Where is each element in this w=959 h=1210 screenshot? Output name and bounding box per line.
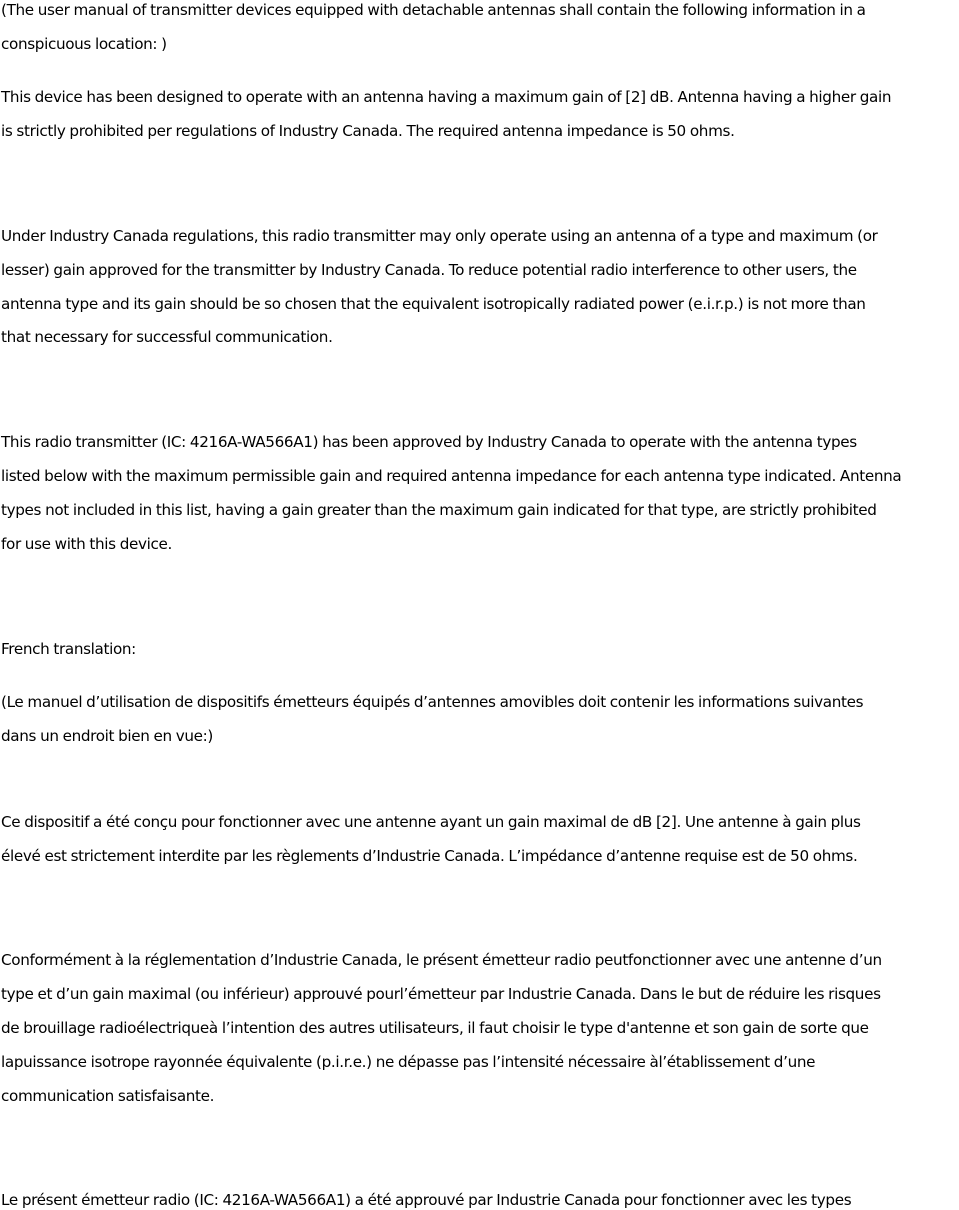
fr-regulations-line: lapuissance isotrope rayonnée équivalente (p.i.r.e.) ne dépasse pas l’intensité nécessaire àl’établissement d’une (1, 1053, 816, 1071)
fr-regulations-line: communication satisfaisante. (1, 1087, 215, 1105)
fr-intro-line: (Le manuel d’utilisation de dispositifs émetteurs équipés d’antennes amovibles doit contenir les informations suivantes (1, 693, 864, 711)
french-translation-heading: French translation: (1, 640, 136, 658)
fr-regulations-line: type et d’un gain maximal (ou inférieur) approuvé pourl’émetteur par Industrie Canada. Dans le but de réduire les risques (1, 985, 881, 1003)
en-gain-line: is strictly prohibited per regulations of Industry Canada. The required antenna impedance is 50 ohms. (1, 122, 735, 140)
en-regulations-line: lesser) gain approved for the transmitter by Industry Canada. To reduce potential radio interference to other users, the (1, 261, 857, 279)
en-approval-line: types not included in this list, having a gain greater than the maximum gain indicated for that type, are strictly prohibited (1, 501, 877, 519)
fr-regulations-line: de brouillage radioélectriqueà l’intention des autres utilisateurs, il faut choisir le type d'antenne et son gain de sorte que (1, 1019, 869, 1037)
fr-approval-line: Le présent émetteur radio (IC: 4216A-WA566A1) a été approuvé par Industrie Canada pour fonctionner avec les types (1, 1191, 852, 1209)
en-approval-line: This radio transmitter (IC: 4216A-WA566A1) has been approved by Industry Canada to operate with the antenna types (1, 433, 857, 451)
en-regulations-line: Under Industry Canada regulations, this radio transmitter may only operate using an antenna of a type and maximum (or (1, 227, 878, 245)
en-regulations-line: that necessary for successful communication. (1, 328, 333, 346)
en-approval-line: for use with this device. (1, 535, 172, 553)
en-approval-line: listed below with the maximum permissible gain and required antenna impedance for each antenna type indicated. Antenna (1, 467, 902, 485)
fr-gain-line: élevé est strictement interdite par les règlements d’Industrie Canada. L’impédance d’antenne requise est de 50 ohms. (1, 847, 858, 865)
fr-intro-line: dans un endroit bien en vue:) (1, 727, 214, 745)
fr-gain-line: Ce dispositif a été conçu pour fonctionner avec une antenne ayant un gain maximal de dB [2]. Une antenne à gain plus (1, 813, 861, 831)
en-gain-line: This device has been designed to operate with an antenna having a maximum gain of [2] dB. Antenna having a higher gain (1, 88, 892, 106)
en-intro-line: conspicuous location: ) (1, 35, 167, 53)
en-intro-line: (The user manual of transmitter devices equipped with detachable antennas shall contain the following information in a (1, 1, 866, 19)
fr-regulations-line: Conformément à la réglementation d’Industrie Canada, le présent émetteur radio peutfonctionner avec une antenne d’un (1, 951, 882, 969)
en-regulations-line: antenna type and its gain should be so chosen that the equivalent isotropically radiated power (e.i.r.p.) is not more than (1, 295, 866, 313)
